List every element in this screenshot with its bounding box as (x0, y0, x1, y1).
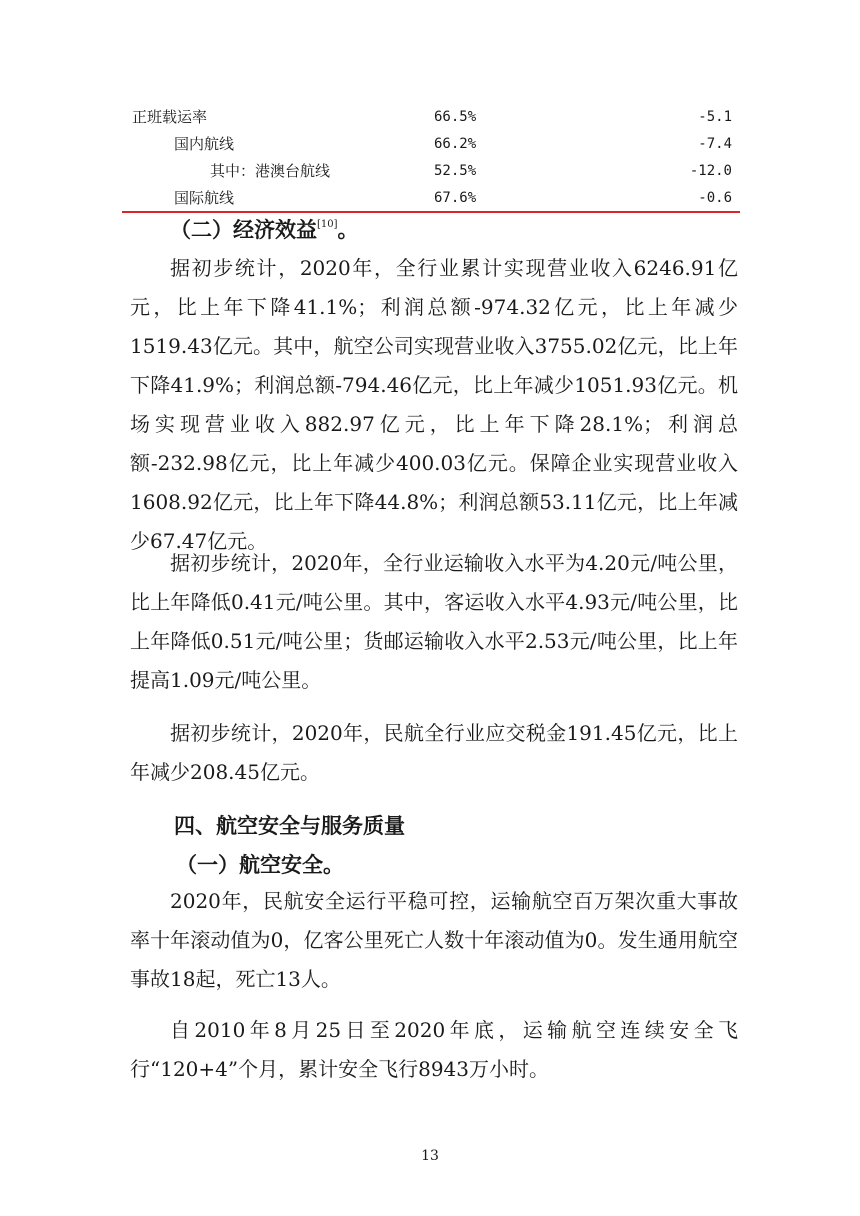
table-row (122, 185, 740, 212)
subsection-heading-aviation-safety: （一）航空安全。 (176, 852, 344, 877)
row-value-change: -7.4 (698, 136, 732, 152)
table-row (122, 131, 740, 158)
table-bottom-rule (122, 211, 740, 213)
section-heading-safety-service: 四、航空安全与服务质量 (174, 813, 405, 838)
row-label: 国内航线 (174, 135, 235, 153)
row-label: 国际航线 (174, 189, 235, 207)
paragraph-safety-stats: 2020年，民航安全运行平稳可控，运输航空百万架次重大事故率十年滚动值为0，亿客公里死亡人数十年滚动值为0。发生通用航空事故18起，死亡13人。 (130, 889, 738, 991)
page-number: 13 (421, 1148, 439, 1164)
row-value-rate: 66.2% (434, 136, 477, 152)
heading-tail: 。 (337, 217, 359, 242)
row-label: 其中：港澳台航线 (210, 162, 331, 180)
paragraph-tax: 据初步统计，2020年，民航全行业应交税金191.45亿元，比上年减少208.45亿元。 (130, 721, 738, 784)
paragraph-transport-income: 据初步统计，2020年，全行业运输收入水平为4.20元/吨公里，比上年降低0.41元/吨公里。其中，客运收入水平4.93元/吨公里，比上年降低0.51元/吨公里；货邮运输收入水平2.53元/吨公里，比上年提高1.09元/吨公里。 (130, 551, 738, 692)
paragraph-safe-flight-record: 自2010年8月25日至2020年底，运输航空连续安全飞行“120+4”个月，累计安全飞行8943万小时。 (130, 1018, 738, 1081)
row-value-rate: 67.6% (434, 190, 477, 206)
data-table (122, 104, 740, 212)
row-value-change: -5.1 (698, 109, 732, 125)
row-value-change: -12.0 (689, 163, 732, 179)
row-value-change: -0.6 (698, 190, 732, 206)
row-label: 正班载运率 (132, 108, 208, 126)
paragraph-revenue: 据初步统计，2020年，全行业累计实现营业收入6246.91亿元，比上年下降41.1%；利润总额-974.32亿元，比上年减少1519.43亿元。其中，航空公司实现营业收入3755.02亿元，比上年下降41.9%；利润总额-794.46亿元，比上年减少1051.93亿元。机场实现营业收入882.97亿元，比上年下降28.1%；利润总额-232.98亿元，比上年减少400.03亿元。保障企业实现营业收入1608.92亿元，比上年下降44.8%；利润总额53.11亿元，比上年减少67.47亿元。 (130, 256, 738, 553)
table-row (122, 104, 740, 131)
heading-text: （二）经济效益 (170, 217, 317, 242)
footnote-ref: [10] (317, 219, 338, 230)
row-value-rate: 66.5% (434, 109, 477, 125)
row-value-rate: 52.5% (434, 163, 477, 179)
section-heading-economic (170, 214, 359, 244)
table-row (122, 158, 740, 185)
